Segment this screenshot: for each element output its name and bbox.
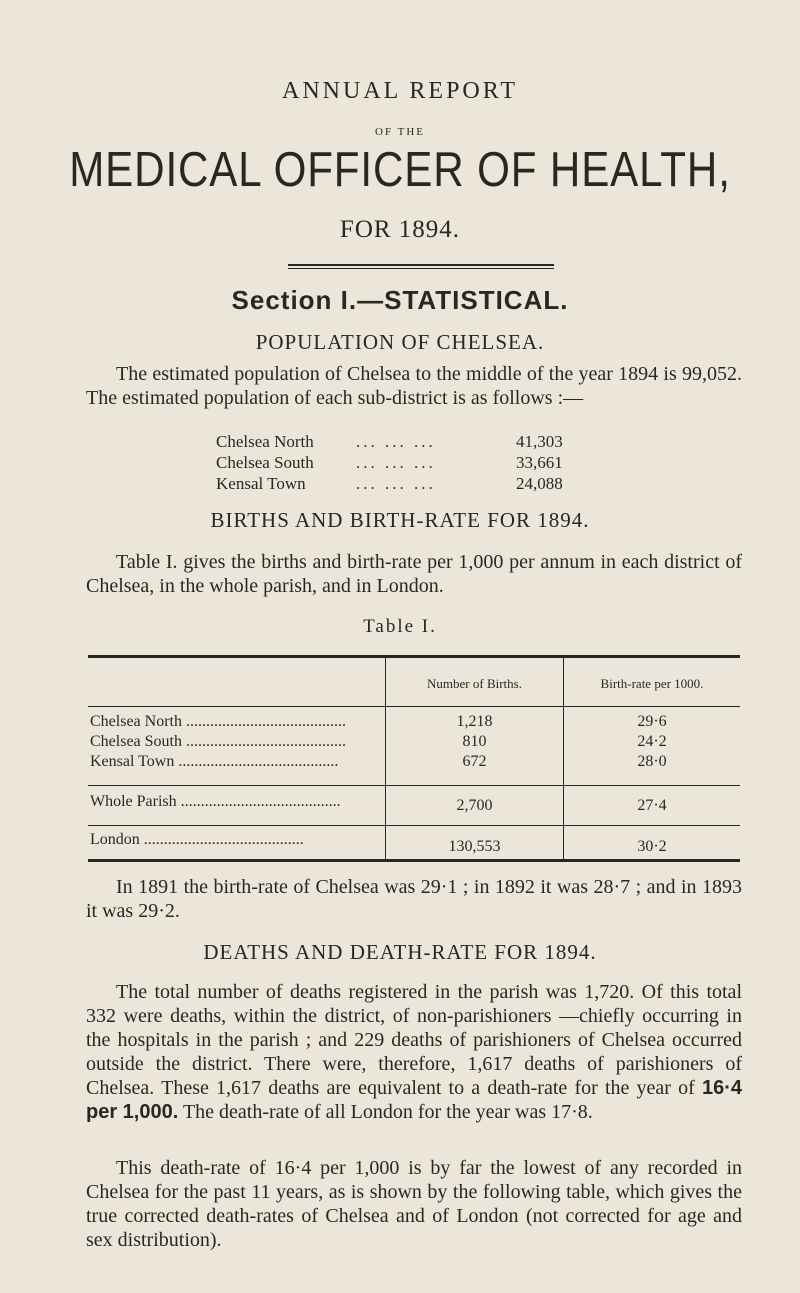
- row-rate: 29·6: [637, 713, 667, 730]
- row-label-text: Kensal Town: [90, 753, 175, 770]
- row-leader: ........................................: [180, 793, 341, 810]
- row-leader: ........................................: [178, 753, 339, 770]
- subdistrict-leader: ... ... ...: [356, 453, 436, 472]
- row-births: 672: [462, 753, 487, 770]
- row-births: 2,700: [456, 797, 493, 814]
- births-paragraph-text: Table I. gives the births and birth-rate per 1,000 per annum in each district of Chelsea, in the whole parish, and in London.: [86, 551, 742, 597]
- population-heading: POPULATION OF CHELSEA.: [255, 330, 545, 354]
- subdistrict-name: Kensal Town: [216, 474, 306, 493]
- subdistrict-value: 41,303: [516, 432, 563, 451]
- row-births: 1,218: [456, 713, 493, 730]
- london-death-rate-text: The death-rate of all London for the year was 17·8.: [182, 1101, 593, 1123]
- report-title-line2: OF THE: [375, 126, 425, 138]
- row-births: 810: [462, 733, 487, 750]
- row-label: [90, 713, 380, 731]
- title-divider: [288, 264, 554, 269]
- list-item: [216, 431, 636, 452]
- row-births: 130,553: [448, 838, 501, 855]
- row-leader: ........................................: [143, 831, 304, 848]
- column-header-rate: Birth-rate per 1000.: [600, 676, 704, 691]
- deaths-heading: DEATHS AND DEATH-RATE FOR 1894.: [203, 940, 597, 964]
- row-label-text: London: [90, 831, 140, 848]
- report-title-main: MEDICAL OFFICER OF HEALTH,: [69, 143, 731, 197]
- subdistrict-leader: ... ... ...: [356, 432, 436, 451]
- deaths-comparison-text: This death-rate of 16·4 per 1,000 is by far the lowest of any recorded in Chelsea for the past 11 years, as is shown by the following table, which gives the true corrected death-rates of Chelsea and of London (not corrected for age and sex distribution).: [86, 1157, 742, 1251]
- row-label-text: Whole Parish: [90, 793, 177, 810]
- section-heading: Section I.—STATISTICAL.: [231, 285, 569, 315]
- table-row-rule: [88, 825, 740, 826]
- row-leader: ........................................: [186, 733, 346, 750]
- row-leader: ........................................: [185, 713, 346, 730]
- subdistrict-leader: ... ... ...: [356, 474, 436, 493]
- deaths-comparison-paragraph: [86, 1156, 742, 1252]
- subdistrict-name: Chelsea South: [216, 453, 314, 472]
- column-header-births: Number of Births.: [427, 676, 522, 691]
- row-label: [90, 733, 380, 751]
- table-title: Table I.: [363, 616, 437, 637]
- list-item: [216, 473, 636, 494]
- deaths-paragraph-text: The total number of deaths registered in the parish was 1,720. Of this total 332 were deaths, within the district, of non-parishioners —chiefly occurring in the hospitals in the parish ; and 229 deaths of parishioners of Chelsea occurred outside the district. There were, therefore, 1,617 deaths of parishioners of Chelsea. These 1,617 deaths are equivalent to a death-rate for the year of: [86, 981, 742, 1099]
- row-label: [90, 793, 380, 811]
- table-top-rule: [88, 655, 740, 658]
- birthrate-history-text: In 1891 the birth-rate of Chelsea was 29·1 ; in 1892 it was 28·7 ; and in 1893 it was 29·2.: [86, 876, 742, 922]
- subdistrict-list: [216, 431, 636, 494]
- row-label-text: Chelsea South: [90, 733, 182, 750]
- deaths-paragraph: [86, 980, 742, 1124]
- death-rate-highlight: 16·4 per 1,000.: [86, 1077, 743, 1123]
- population-paragraph: [86, 362, 742, 410]
- subdistrict-name: Chelsea North: [216, 432, 314, 451]
- row-label: [90, 831, 380, 849]
- subdistrict-value: 33,661: [516, 453, 563, 472]
- report-title-year: FOR 1894.: [339, 216, 461, 243]
- subdistrict-value: 24,088: [516, 474, 563, 493]
- table-row-rule: [88, 785, 740, 786]
- row-rate: 27·4: [637, 797, 667, 814]
- row-label: [90, 753, 380, 771]
- population-paragraph-text: The estimated population of Chelsea to the middle of the year 1894 is 99,052. The estimated population of each sub-district is as follows :—: [86, 363, 742, 409]
- birthrate-history-paragraph: [86, 875, 742, 923]
- table-header-rule: [88, 706, 740, 707]
- row-label-text: Chelsea North: [90, 713, 182, 730]
- births-paragraph: [86, 550, 742, 598]
- report-title-line1: ANNUAL REPORT: [281, 78, 518, 104]
- table-bottom-rule: [88, 859, 740, 862]
- row-rate: 30·2: [637, 838, 667, 855]
- list-item: [216, 452, 636, 473]
- row-rate: 24·2: [637, 733, 667, 750]
- births-heading: BIRTHS AND BIRTH-RATE FOR 1894.: [210, 508, 590, 532]
- row-rate: 28·0: [637, 753, 667, 770]
